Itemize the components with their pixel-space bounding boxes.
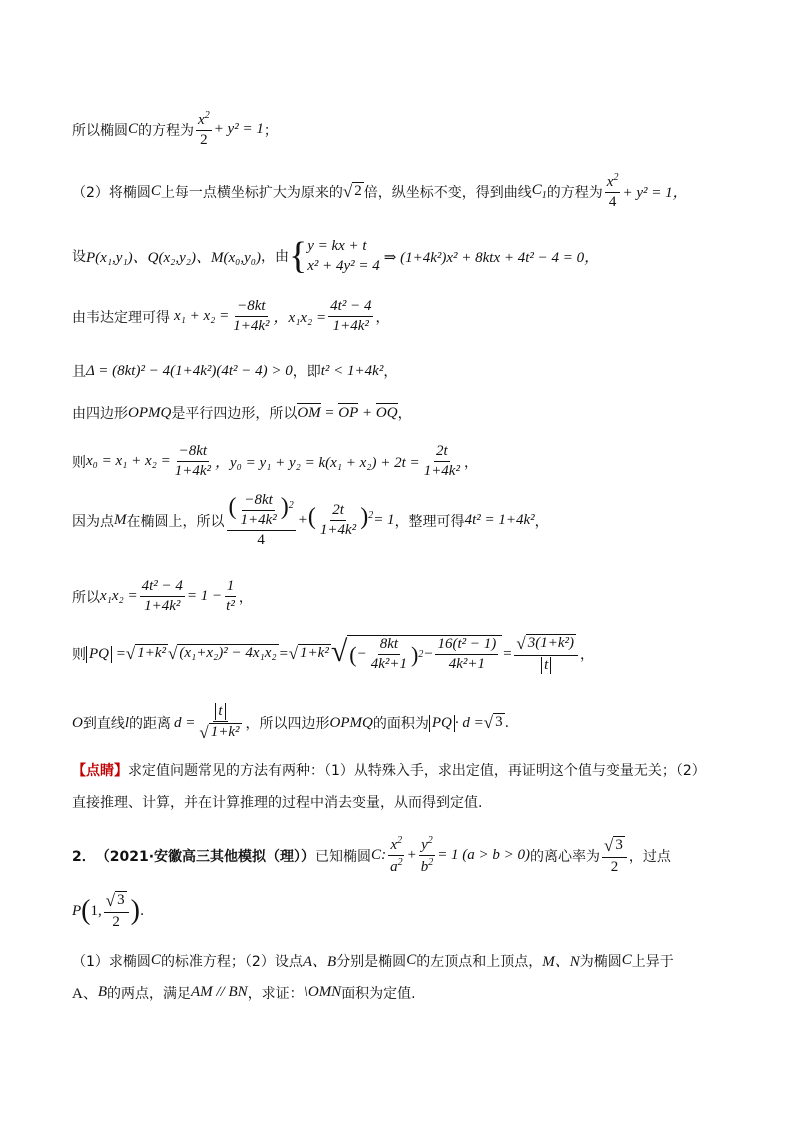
fraction: $\frac{\text{4t² − 4}}{\text{1+4k²}}$ bbox=[330, 298, 372, 334]
points: P(x₁,y₁)、Q(x₂,y₂)、M(x₀,y₀) bbox=[86, 249, 261, 266]
line-9: 所以 x₁x₂ = $\frac{\text{4t² − 4}}{\text{1+4k²}}$ = 1 − $\frac{1}{\text{t²}}$ ， bbox=[72, 578, 253, 614]
equation: Δ = (8kt)² − 4(1+4k²)(4t² − 4) > 0 bbox=[86, 362, 293, 379]
line-6: 由四边形 OPMQ 是平行四边形，所以 OM = OP + OQ ， bbox=[72, 404, 412, 422]
sqrt: √ 2 bbox=[342, 181, 362, 201]
problem-2-questions-line-2: A、 B 的两点，满足 AM // BN ，求证： \OMN 面积为定值. bbox=[72, 984, 416, 1002]
fraction: $\frac{1}{\text{t²}}$ bbox=[226, 578, 235, 614]
var-c: C bbox=[128, 121, 139, 137]
fraction: $\frac{x^2}{2}$ bbox=[198, 110, 210, 148]
line-10: 则 PQ = √ 1+k² √ (x₁+x₂)² − 4x₁x₂ = √ 1+k² √ ( − $\frac{8kt}{\text{4k²+1}}$ ) 2 − $\frac{\text{16(t² − 1)}}{\text{4k²+1}}$ = √ 3(1+k²) t ， bbox=[72, 634, 595, 673]
note-line-2: 直接推理、计算，并在计算推理的过程中消去变量，从而得到定值. bbox=[72, 795, 483, 811]
fraction: $\frac{x^2}{4}$ bbox=[606, 172, 619, 210]
fraction: t √ 1+k² bbox=[199, 703, 240, 742]
problem-2: 2． （2021·安徽高三其他模拟（理）） 已知椭圆 C : $\frac{x^2}{a^2}$ + $\frac{y^2}{b^2}$ = 1 (a > b > 0) 的离心率为 √ 3 2 ，过点 bbox=[72, 835, 671, 875]
line-5: 且 Δ = (8kt)² − 4(1+4k²)(4t² − 4) > 0 ，即 t² < 1+4k² ， bbox=[72, 362, 398, 380]
fraction: $\frac{\text{4t² − 4}}{\text{1+4k²}}$ bbox=[141, 578, 183, 614]
line-8: 因为点 M 在椭圆上，所以 ( $\frac{-8kt}{\text{1+4k²}}$ )$^2$ 4 +( $\frac{2t}{\text{1+4k²}}$ )$^2$ = 1 ，整理可得 4t² = 1+4k² ， bbox=[72, 492, 549, 548]
line-11: O 到直线 l 的距离 d = t √ 1+k² ，所以四边形 OPMQ 的面积为 PQ · d = √ 3 . bbox=[72, 703, 510, 742]
line-2: （2）将椭圆 C 上每一点横坐标扩大为原来的 √ 2 倍，纵坐标不变，得到曲线 $C_1$ 的方程为 $\frac{x^2}{4}$ + y² = 1， bbox=[72, 172, 688, 210]
problem-2-point: P ( 1, √ 3 2 ) . bbox=[72, 891, 145, 930]
note-tag: 【点睛】 bbox=[72, 763, 128, 779]
text: 由韦达定理可得 bbox=[72, 309, 170, 326]
text: （2）将椭圆 bbox=[72, 184, 151, 201]
text: 所以椭圆 bbox=[72, 122, 128, 139]
fraction: $\frac{2t}{\text{1+4k²}}$ bbox=[423, 443, 460, 479]
fraction: $\frac{-8kt}{\text{1+4k²}}$ bbox=[233, 298, 270, 334]
line-4: 由韦达定理可得 x₁ + x₂ = $\frac{-8kt}{\text{1+4k²}}$ ，x₁x₂ = $\frac{\text{4t² − 4}}{\text{1+4k²}}$ ， bbox=[72, 298, 390, 334]
text: 的方程为 bbox=[546, 184, 603, 201]
text: 倍，纵坐标不变，得到曲线 bbox=[363, 184, 532, 201]
text: ，由 bbox=[260, 249, 289, 266]
text: 的方程为 bbox=[138, 122, 195, 139]
fraction: $\frac{-8kt}{\text{1+4k²}}$ bbox=[174, 443, 212, 479]
text: 上每一点横坐标扩大为原来的 bbox=[160, 184, 343, 201]
line-7: 则 x₀ = x₁ + x₂ = $\frac{-8kt}{\text{1+4k²}}$ ，y₀ = y₁ + y₂ = k(x₁ + x₂) + 2t = $\frac{2t}{\text{1+4k²}}$ ， bbox=[72, 443, 478, 479]
equation: + y² = 1 bbox=[213, 121, 264, 137]
note: 【点睛】 求定值问题常见的方法有两种：（1）从特殊入手，求出定值，再证明这个值与变量无关；（2） bbox=[72, 760, 706, 780]
line-3 bbox=[72, 236, 599, 277]
fraction: √ 3(1+k²) t bbox=[514, 634, 578, 674]
equation: ⇒ (1+4k²)x² + 8ktx + 4t² − 4 = 0， bbox=[383, 249, 600, 266]
equation: + y² = 1， bbox=[622, 185, 688, 201]
system: { y = kx + t x² + 4y² = 4 bbox=[288, 235, 380, 278]
text: ； bbox=[263, 122, 278, 139]
fraction: ( $\frac{-8kt}{\text{1+4k²}}$ )$^2$ 4 bbox=[228, 492, 294, 548]
text: 设 bbox=[72, 249, 86, 266]
problem-2-questions: （1）求椭圆 C 的标准方程；（2）设点 A、B 分别是椭圆 C 的左顶点和上顶点， M、N 为椭圆 C 上异于 bbox=[72, 952, 674, 970]
line-1 bbox=[72, 110, 278, 149]
